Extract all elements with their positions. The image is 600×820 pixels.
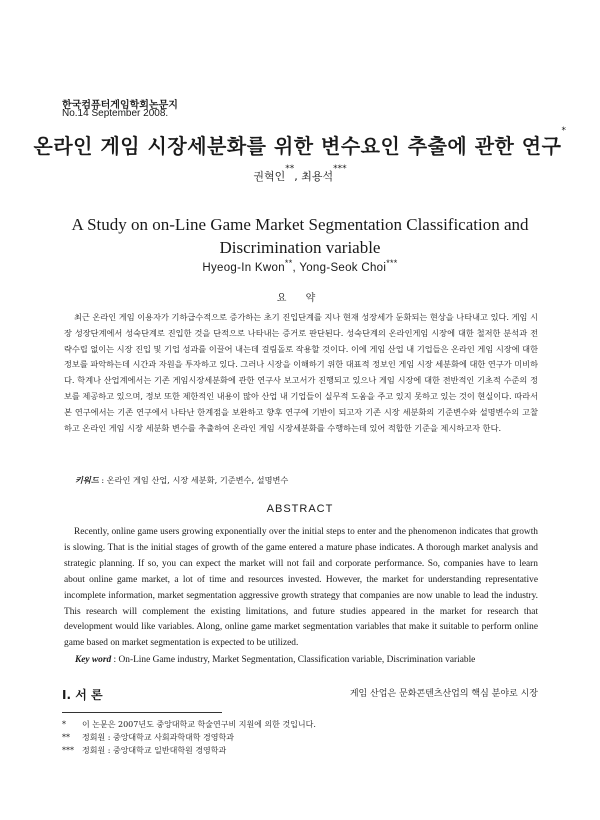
korean-title <box>0 126 600 159</box>
footnote <box>62 744 226 757</box>
section-heading: Ⅰ. 서 론 <box>62 688 103 702</box>
title-footnote-mark: * <box>561 126 567 136</box>
footnote-mark: * <box>62 720 66 729</box>
author-2-en-mark: *** <box>386 258 398 268</box>
author-2-ko: 최용석 <box>301 170 334 183</box>
author-2-en: Yong-Seok Choi <box>299 262 387 274</box>
author-1-en-mark: ** <box>284 258 293 268</box>
journal-name: 한국컴퓨터게임학회논문지 <box>62 100 178 111</box>
english-keywords-text: : On-Line Game industry, Market Segmentation, Classification variable, Discrimination variable <box>111 655 476 665</box>
author-2-ko-mark: *** <box>333 164 347 174</box>
footnote-mark: *** <box>62 746 74 755</box>
footnote-text: 이 논문은 2007년도 중앙대학교 학술연구비 지원에 의한 것입니다. <box>82 720 316 729</box>
korean-authors <box>0 164 600 184</box>
english-keywords-label: Key word <box>75 655 112 665</box>
korean-abstract-heading: 요 약 <box>276 293 324 304</box>
author-1-ko-mark: ** <box>285 164 295 174</box>
english-abstract-heading: ABSTRACT <box>266 503 334 515</box>
korean-keywords <box>75 475 535 486</box>
footnote-text: 정회원 : 중앙대학교 일반대학원 경영학과 <box>82 746 227 755</box>
korean-keywords-text: : 온라인 게임 산업, 시장 세분화, 기준변수, 설명변수 <box>98 475 289 485</box>
section-body-start: 게임 산업은 문화콘텐츠산업의 핵심 분야로 시장 <box>349 689 538 699</box>
english-keywords <box>75 655 545 665</box>
footnote-mark: ** <box>62 733 70 742</box>
author-separator-en: , <box>292 262 300 274</box>
author-1-ko: 권혁인 <box>253 170 286 183</box>
korean-abstract <box>64 310 538 436</box>
footnote-divider <box>62 712 222 713</box>
korean-abstract-text: 최근 온라인 게임 이용자가 기하급수적으로 증가하는 초기 진입단계를 지나 현재 성장세가 둔화되는 현상을 나타내고 있다. 게임 시장 성장단계에서 성숙단계로 진입한 것을 단적으로 나타내는 증거로 판단된다. 성숙단계의 온라인게임 시장에 대한 철저한 분석과 전략수립 없이는 시장 진입 및 기업 성과를 이끌어 내는데 걸림돌로 작용할 것이다. 이에 게임 산업 내 기업들은 온라인 게임 시장에 대한 정보를 파악하는데 시간과 자원을 투자하고 있다. 그러나 시장을 이해하기 위한 대표적 정보인 게임 시장 세분화에 대한 연구가 미비하다. 학계나 산업계에서는 기존 게임시장세분화에 관한 연구사 보고서가 진행되고 있으나 게임 시장에 대한 전반적인 기초적 수준의 정보를 제공하고 있으며, 정보 또한 제한적인 내용이 많아 산업 내 기업들이 실무적 도움을 주고 있지 못하고 있는 것이 현실이다. 따라서 본 연구에서는 기존 연구에서 나타난 한계점을 보완하고 향후 연구에 기반이 되고자 기존 시장 세분화의 기준변수와 설명변수의 고찰하고 온라인 게임 시장 세분화 변수를 추출하여 온라인 게임 시장세분화를 수행하는데 있어 적합한 기준을 제시하고자 한다. <box>64 312 538 433</box>
english-abstract-text: Recently, online game users growing exponentially over the initial steps to enter and the phenomenon indicates that growth is slowing. That is the initial stages of growth of the game entered a mature phase indicates. A thorough market analysis and strategic planning. If so, you can expect the market will not fail and corporate performance. So, companies have to learn about online game market, a lot of time and resources invested. However, the market for understanding representative incomplete information, market segmentation aggressive growth strategy that companies are now unable to lead the industry. This research will complement the existing limitations, and future studies appeared in the market for research that development would like variables. Along, online game market segmentation variables that make it suitable to perform online game based on market segmentation is expected to be utilized. <box>64 527 538 649</box>
english-abstract <box>64 525 538 652</box>
author-separator: , <box>294 170 302 183</box>
english-authors <box>0 258 600 274</box>
english-title: A Study on on-Line Game Market Segmentation Classification and Discrimination variable <box>71 215 529 257</box>
korean-title-text: 온라인 게임 시장세분화를 위한 변수요인 추출에 관한 연구 <box>33 134 562 158</box>
footnote-text: 정회원 : 중앙대학교 사회과학대학 경영학과 <box>82 733 234 742</box>
footnote <box>62 731 234 744</box>
issue-info: No.14 September 2008. <box>62 108 169 119</box>
footnote <box>62 718 316 731</box>
author-1-en: Hyeog-In Kwon <box>202 262 285 274</box>
korean-keywords-label: 키워드 <box>75 475 99 485</box>
